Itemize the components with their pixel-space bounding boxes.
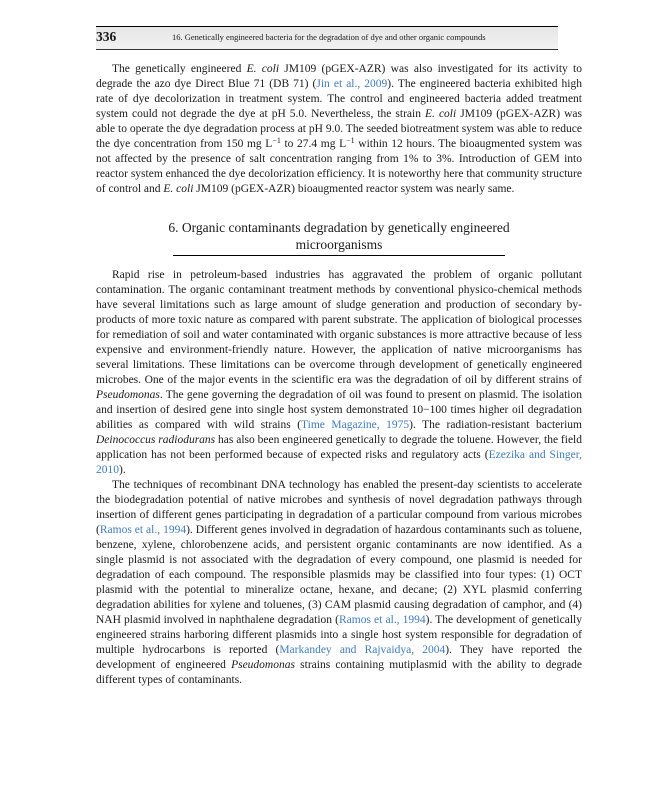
section-heading — [96, 219, 582, 256]
species-name: E. coli — [163, 183, 194, 195]
citation-link[interactable]: Markandey and Rajvaidya, 2004 — [279, 644, 446, 656]
text: ). — [119, 464, 126, 476]
species-name: Pseudomonas — [96, 389, 160, 401]
text: The genetically engineered — [112, 63, 247, 75]
text: JM109 (pGEX-AZR) was also investigated for its activity to degrade the azo dye Direct Blue 71 (DB 71) ( — [96, 63, 582, 90]
paragraph-organic-contaminants — [96, 268, 582, 478]
superscript: −1 — [272, 136, 281, 145]
text: JM109 (pGEX-AZR) bioaugmented reactor system was nearly same. — [193, 183, 515, 195]
text: ). The radiation-resistant bacterium — [409, 419, 582, 431]
text: has also been engineered genetically to degrade the toluene. However, the field application has not been performed because of expected risks and regulatory acts ( — [96, 434, 583, 461]
running-head-title: 16. Genetically engineered bacteria for the degradation of dye and other organic compounds — [172, 32, 486, 42]
section-title-line-2: microorganisms — [295, 237, 383, 252]
text: Rapid rise in petroleum-based industries has aggravated the problem of organic pollutant contamination. The organic contaminant treatment methods by conventional physico-chemical methods have several limitations such as large amount of sludge generation and production of secondary by-products of more toxic nature as compared with parent substrate. The application of biological processes for remediation of soil and water contaminated with organic substances is more attractive because of less expensive and environment-friendly nature. However, the application of native microorganisms has several limitations. These limitations can be overcome through development of genetically engineered microbes. One of the major events in the scientific era was the degradation of oil by different strains of — [96, 269, 582, 386]
text: to 27.4 mg L — [280, 138, 347, 150]
text: ). Different genes involved in degradation of hazardous contaminants such as toluene, benzene, xylene, chlorobenzene acids, and persistent organic contaminants are now identified. As a single plasmid is not associated with the degradation of every compound, one plasmid is needed for degradation of each compound. The responsible plasmids may be classified into four types: (1) OCT plasmid with the potential to mineralize octane, hexane, and decane; (2) XYL plasmid conferring degradation abilities for xylene and toluenes, (3) CAM plasmid causing degradation of camphor, and (4) NAH plasmid involved in naphthalene degradation ( — [96, 524, 583, 626]
citation-link[interactable]: Time Magazine, 1975 — [301, 419, 410, 431]
citation-link[interactable]: Jin et al., 2009 — [316, 78, 388, 90]
section-title-line-1: 6. Organic contaminants degradation by genetically engineered — [168, 220, 510, 235]
citation-link[interactable]: Ezezika and Singer, 2010 — [96, 449, 582, 476]
text: ). The engineered bacteria exhibited high rate of dye decolorization in treatment system. The control and engineered bacteria added treatment system could not degrade the dye at pH 5.0. Nevertheless, the strain — [96, 78, 582, 120]
superscript: −1 — [346, 136, 355, 145]
species-name: E. coli — [246, 63, 280, 75]
citation-link[interactable]: Ramos et al., 1994 — [338, 614, 426, 626]
species-name: E. coli — [425, 108, 457, 120]
text: JM109 (pGEX-AZR) was able to operate the dye degradation process at pH 9.0. The seeded biotreatment system was able to reduce the dye concentration from 150 mg L — [96, 108, 582, 150]
citation-link[interactable]: Ramos et al., 1994 — [99, 524, 187, 536]
text: ). The development of genetically engineered strains harboring different plasmids into a single host system responsible for degradation of multiple hydrocarbons is reported ( — [96, 614, 582, 656]
section-underline — [173, 255, 505, 256]
page-number: 336 — [96, 29, 117, 44]
species-name: Deinococcus radiodurans — [96, 434, 216, 446]
text: . The gene governing the degradation of oil was found to present on plasmid. The isolation and insertion of desired gene into single host system demonstrated 10−100 times higher oil degradation abilities as compared with wild strains ( — [96, 389, 582, 431]
text: within 12 hours. The bioaugmented system was not affected by the presence of salt concentration ranging from 1% to 3%. Introduction of GEM into reactor system enhanced the dye decolorization efficiency. It is noteworthy here that community structure of control and — [96, 138, 583, 195]
text: The techniques of recombinant DNA technology has enabled the present-day scientists to accelerate the biodegradation potential of native microbes and synthesis of novel degradation pathways through insertion of different genes participating in degradation of a particular compound from various microbes ( — [96, 479, 582, 536]
species-name: Pseudomonas — [231, 659, 295, 671]
text: ). They have reported the development of engineered — [96, 644, 582, 671]
paragraph-gem-dye — [96, 62, 582, 197]
paragraph-recombinant-dna — [96, 478, 582, 688]
text: strains containing mutiplasmid with the ability to degrade different types of contaminants. — [96, 659, 582, 686]
running-header — [96, 26, 558, 50]
page-body — [96, 62, 582, 688]
